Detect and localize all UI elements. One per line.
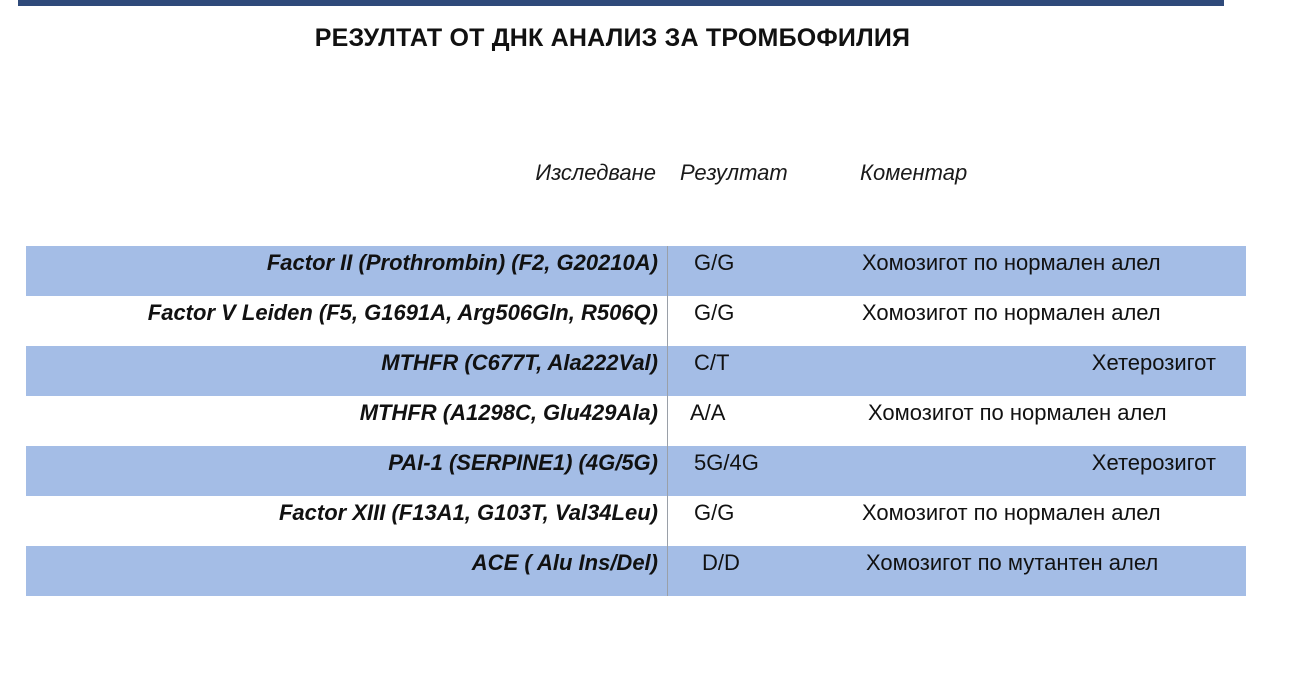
test-name: Factor V Leiden (F5, G1691A, Arg506Gln, R506Q) (147, 300, 658, 325)
comment-text: Хомозигот по мутантен алел (866, 550, 1159, 575)
table-row (26, 496, 1246, 546)
result-value: C/T (694, 350, 730, 375)
table-row (26, 396, 1246, 446)
document-title: РЕЗУЛТАТ ОТ ДНК АНАЛИЗ ЗА ТРОМБОФИЛИЯ (314, 24, 911, 52)
test-name: MTHFR (C677T, Ala222Val) (381, 350, 658, 375)
comment-text: Хетерозигот (1091, 450, 1216, 475)
test-name: ACE ( Alu Ins/Del) (471, 550, 658, 575)
table-row (26, 346, 1246, 396)
comment-text: Хомозигот по нормален алел (862, 500, 1161, 525)
table-row (26, 546, 1246, 596)
comment-text: Хомозигот по нормален алел (862, 300, 1161, 325)
table-row (26, 446, 1246, 496)
test-name: MTHFR (A1298C, Glu429Ala) (359, 400, 658, 425)
result-value: G/G (694, 300, 735, 325)
table-row (26, 296, 1246, 346)
table-row (26, 246, 1246, 296)
test-name: Factor XIII (F13A1, G103T, Val34Leu) (278, 500, 658, 525)
header-test: Изследване (535, 160, 656, 185)
comment-text: Хомозигот по нормален алел (862, 250, 1161, 275)
header-result: Резултат (680, 160, 788, 185)
comment-text: Хетерозигот (1091, 350, 1216, 375)
column-divider (667, 246, 668, 596)
header-comment: Коментар (860, 160, 968, 185)
result-value: A/A (690, 400, 726, 425)
test-name: PAI-1 (SERPINE1) (4G/5G) (388, 450, 658, 475)
result-value: G/G (694, 250, 735, 275)
top-border-bar (18, 0, 1224, 6)
result-value: G/G (694, 500, 735, 525)
comment-text: Хомозигот по нормален алел (868, 400, 1167, 425)
results-table (26, 246, 1246, 596)
test-name: Factor II (Prothrombin) (F2, G20210A) (266, 250, 658, 275)
result-value: 5G/4G (694, 450, 759, 475)
result-value: D/D (702, 550, 740, 575)
